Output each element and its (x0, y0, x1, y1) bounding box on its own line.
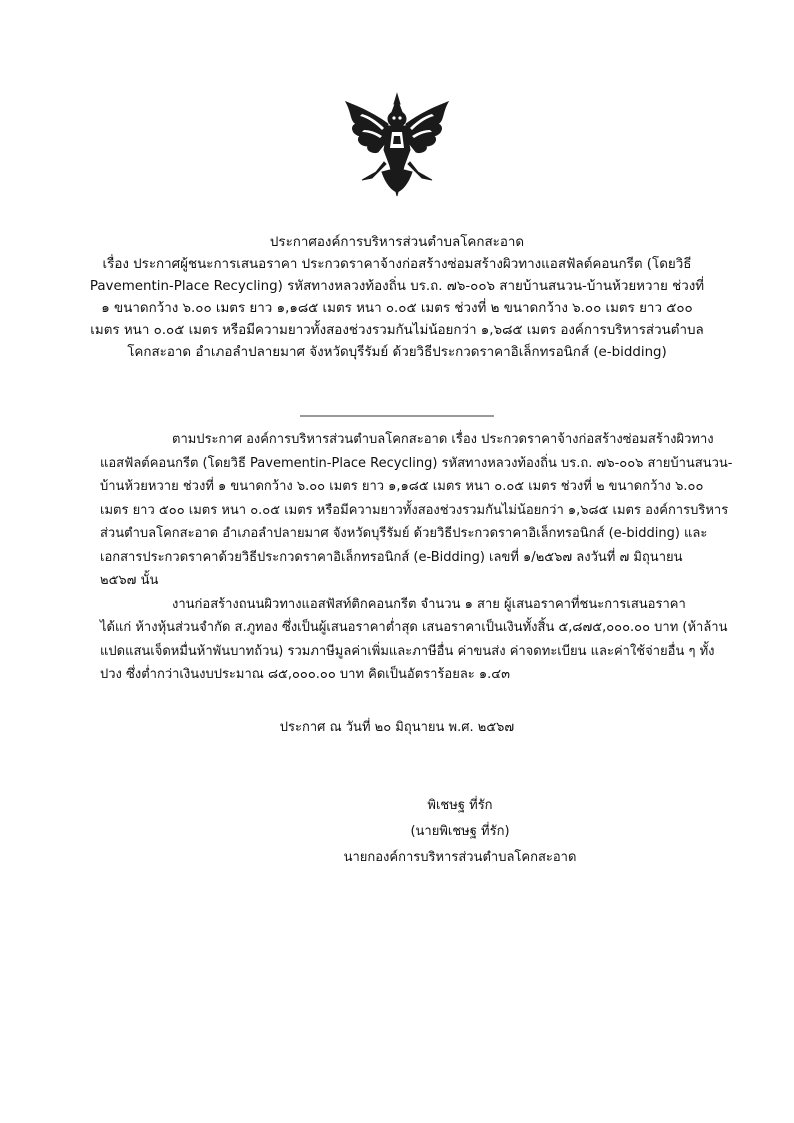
subject-line: Pavementin-Place Recycling) รหัสทางหลวงท้องถิ่น บร.ถ. ๗๖-๐๐๖ สายบ้านสนวน-บ้านห้วยหวาย ช่วงที่ (89, 279, 705, 294)
signer-name: (นายพิเชษฐ ที่รัก) (410, 824, 510, 839)
body-line: งานก่อสร้างถนนผิวทางแอสฟัสท์ติกคอนกรีต จำนวน ๑ สาย ผู้เสนอราคาที่ชนะการเสนอราคา (172, 596, 686, 612)
body-line: เอกสารประกวดราคาด้วยวิธีประกวดราคาอิเล็กทรอนิกส์ (e-Bidding) เลขที่ ๑/๒๕๖๗ ลงวันที่ ๗ มิถุนายน (100, 549, 683, 565)
body-line: ปวง ซึ่งต่ำกว่าเงินงบประมาณ ๘๕,๐๐๐.๐๐ บาท คิดเป็นอัตราร้อยละ ๑.๔๓ (100, 667, 511, 682)
body-line: ๒๕๖๗ นั้น (100, 573, 159, 588)
signature-block (300, 793, 620, 871)
body-line: แปดแสนเจ็ดหมื่นห้าพันบาทถ้วน) รวมภาษีมูลค่าเพิ่มและภาษีอื่น ค่าขนส่ง ค่าจดทะเบียน และค่าใช้จ่ายอื่น ๆ ทั้ง (100, 643, 715, 659)
org-title: ประกาศองค์การบริหารส่วนตำบลโคกสะอาด (269, 235, 525, 250)
announcement-body (100, 428, 733, 687)
body-line: แอสฟัลต์คอนกรีต (โดยวิธี Pavementin-Place Recycling) รหัสทางหลวงท้องถิ่น บร.ถ. ๗๖-๐๐๖ สายบ้านสนวน- (100, 455, 733, 471)
subject-line: เมตร หนา ๐.๐๕ เมตร หรือมีความยาวทั้งสองช่วงรวมกันไม่น้อยกว่า ๑,๖๘๕ เมตร องค์การบริหารส่วนตำบล (90, 323, 704, 338)
garuda-emblem-icon (342, 92, 452, 200)
signature: พิเชษฐ ที่รัก (427, 798, 493, 813)
paragraph-reference (100, 428, 733, 593)
signer-position: นายกองค์การบริหารส่วนตำบลโคกสะอาด (343, 850, 577, 865)
body-line: เมตร ยาว ๕๐๐ เมตร หนา ๐.๐๕ เมตร หรือมีความยาวทั้งสองช่วงรวมกันไม่น้อยกว่า ๑,๖๘๕ เมตร องค์การบริหาร (100, 502, 729, 518)
subject-line: เรื่อง ประกาศผู้ชนะการเสนอราคา ประกวดราคาจ้างก่อสร้างซ่อมสร้างผิวทางแอสฟัลต์คอนกรีต (โดยวิธี (102, 257, 692, 272)
body-line: ตามประกาศ องค์การบริหารส่วนตำบลโคกสะอาด เรื่อง ประกวดราคาจ้างก่อสร้างซ่อมสร้างผิวทาง (172, 432, 714, 447)
body-line: บ้านห้วยหวาย ช่วงที่ ๑ ขนาดกว้าง ๖.๐๐ เมตร ยาว ๑,๑๘๕ เมตร หนา ๐.๐๕ เมตร ช่วงที่ ๒ ขนาดกว้าง ๖.๐๐ (100, 479, 704, 494)
announcement-heading (70, 232, 724, 364)
divider (300, 415, 494, 417)
announcement-date: ประกาศ ณ วันที่ ๒๐ มิถุนายน พ.ศ. ๒๕๖๗ (279, 720, 515, 735)
paragraph-winner (100, 593, 728, 687)
body-line: ส่วนตำบลโคกสะอาด อำเภอลำปลายมาศ จังหวัดบุรีรัมย์ ด้วยวิธีประกวดราคาอิเล็กทรอนิกส์ (e-bidding) และ (100, 526, 708, 541)
body-line: ได้แก่ ห้างหุ้นส่วนจำกัด ส.ภูทอง ซึ่งเป็นผู้เสนอราคาต่ำสุด เสนอราคาเป็นเงินทั้งสิ้น ๕,๘๗๕,๐๐๐.๐๐ บาท (ห้าล้าน (100, 620, 728, 635)
subject-line: โคกสะอาด อำเภอลำปลายมาศ จังหวัดบุรีรัมย์ ด้วยวิธีประกวดราคาอิเล็กทรอนิกส์ (e-bidding) (127, 345, 667, 360)
subject-line: ๑ ขนาดกว้าง ๖.๐๐ เมตร ยาว ๑,๑๘๕ เมตร หนา ๐.๐๕ เมตร ช่วงที่ ๒ ขนาดกว้าง ๖.๐๐ เมตร ยาว ๕๐๐ (101, 301, 693, 316)
